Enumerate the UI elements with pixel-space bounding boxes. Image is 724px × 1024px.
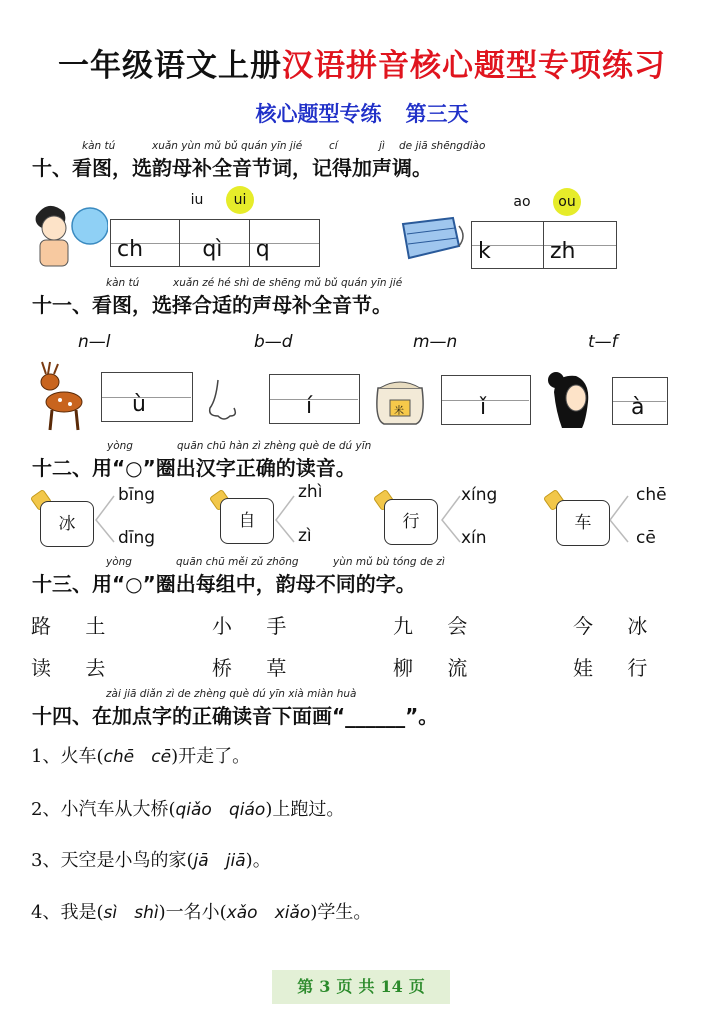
page-number: 3 xyxy=(319,977,331,996)
q13-r1-g4[interactable]: 今 冰 xyxy=(573,614,662,638)
girl-balloon-image xyxy=(28,198,108,270)
cell-text: zh xyxy=(550,239,576,264)
cell-text: à xyxy=(631,395,645,420)
q10-heading: 十、看图，选韵母补全音节词，记得加声调。 xyxy=(32,156,432,180)
q12-option-4-bottom[interactable]: cē xyxy=(636,528,656,548)
q12-option-1-top[interactable]: bīng xyxy=(118,485,156,505)
nose-image xyxy=(204,376,242,426)
cell-text: ch xyxy=(117,237,144,262)
q10-pinyin-2: xuǎn yùn mǔ bǔ quán yīn jié xyxy=(152,140,303,152)
grid-cell[interactable] xyxy=(180,220,249,266)
q11-grid-2[interactable] xyxy=(269,374,360,424)
q12-option-3-bottom[interactable]: xín xyxy=(461,528,487,548)
q10-left-grid xyxy=(110,219,320,267)
q12-option-3-top[interactable]: xíng xyxy=(461,485,498,505)
q11-pinyin-1: kàn tú xyxy=(106,277,140,289)
q13-pinyin-3: yùn mǔ bù tóng de zì xyxy=(333,556,445,568)
q13-r1-g3[interactable]: 九 会 xyxy=(393,614,482,638)
grid-cell[interactable] xyxy=(472,222,544,268)
sentence-text: 1、火车( xyxy=(31,746,104,767)
pinyin-option[interactable]: jā xyxy=(193,851,209,871)
mask-image xyxy=(395,214,465,266)
pinyin-option[interactable]: chē xyxy=(103,747,135,767)
sentence-text: )上跑过。 xyxy=(265,799,345,820)
q11-pair-3: m—n xyxy=(413,332,458,352)
q14-heading: 十四、在加点字的正确读音下面画“______”。 xyxy=(32,704,439,728)
q11-pair-2: b—d xyxy=(254,332,293,352)
grid-cell xyxy=(102,373,191,421)
title-part1: 一年级语文上册 xyxy=(58,48,282,84)
q11-grid-3[interactable] xyxy=(441,375,531,425)
page-footer xyxy=(272,970,450,1004)
sentence-text: 3、天空是小鸟的家( xyxy=(31,850,194,871)
q13-r1-g1[interactable]: 路 土 xyxy=(31,614,120,638)
deer-image xyxy=(28,360,90,432)
girl-hair-image xyxy=(542,368,596,432)
grid-cell[interactable] xyxy=(250,220,319,266)
q10-option-ui[interactable]: ui xyxy=(226,186,254,214)
q10-option-iu[interactable]: iu xyxy=(183,186,211,214)
pinyin-option[interactable]: qiǎo xyxy=(175,800,212,820)
q13-r2-g2[interactable]: 桥 草 xyxy=(212,656,301,680)
subtitle-left: 核心题型专练 xyxy=(255,102,382,126)
q11-grid-4[interactable] xyxy=(612,377,668,425)
grid-cell xyxy=(442,376,529,424)
q14-line-4 xyxy=(31,898,371,924)
q14-line-2 xyxy=(31,795,344,821)
cell-text: ù xyxy=(132,392,146,417)
q10-pinyin-5: de jiā shēngdiào xyxy=(399,140,486,152)
q11-pair-1: n—l xyxy=(78,332,111,352)
q12-char-2: 自 xyxy=(220,498,274,544)
rice-label: 米 xyxy=(394,406,404,417)
q11-heading: 十一、看图，选择合适的声母补全音节。 xyxy=(32,293,392,317)
footer-text: 共 xyxy=(358,977,375,996)
footer-text: 页 xyxy=(336,977,353,996)
q13-pinyin-2: quān chū měi zǔ zhōng xyxy=(176,556,299,568)
pinyin-option[interactable]: sì xyxy=(103,903,118,923)
pinyin-option[interactable]: jiā xyxy=(225,851,246,871)
sentence-text: )学生。 xyxy=(310,902,372,923)
cell-text: í xyxy=(306,394,313,419)
q12-option-1-bottom[interactable]: dīng xyxy=(118,528,156,548)
grid-cell xyxy=(270,375,358,423)
q14-line-3 xyxy=(31,846,271,872)
pinyin-option[interactable]: qiáo xyxy=(229,800,266,820)
q12-option-2-bottom[interactable]: zì xyxy=(298,526,312,546)
cell-text: ǐ xyxy=(480,395,487,420)
sentence-text: )开走了。 xyxy=(171,746,251,767)
q10-pinyin-3: cí xyxy=(329,140,338,152)
q12-heading: 十二、用“○”圈出汉字正确的读音。 xyxy=(32,456,356,480)
q10-pinyin-1: kàn tú xyxy=(82,140,116,152)
q12-char-3: 行 xyxy=(384,499,438,545)
total-pages: 14 xyxy=(380,977,403,996)
q13-r2-g1[interactable]: 读 去 xyxy=(31,656,120,680)
cell-text: q xyxy=(255,237,270,262)
page-title xyxy=(0,40,724,85)
q10-right-grid xyxy=(471,221,617,269)
q13-heading: 十三、用“○”圈出每组中，韵母不同的字。 xyxy=(32,572,416,596)
pinyin-option[interactable]: xǎo xyxy=(226,903,258,923)
pinyin-option[interactable]: xiǎo xyxy=(274,903,311,923)
sentence-text: )一名小( xyxy=(158,902,227,923)
q13-pinyin-1: yòng xyxy=(106,556,132,568)
sentence-text: )。 xyxy=(245,850,271,871)
pinyin-option[interactable]: cē xyxy=(151,747,172,767)
pinyin-option[interactable]: shì xyxy=(134,903,159,923)
q13-r1-g2[interactable]: 小 手 xyxy=(212,614,301,638)
rice-bag-image xyxy=(370,372,430,426)
q10-option-ou[interactable]: ou xyxy=(553,188,581,216)
q11-pair-4: t—f xyxy=(588,332,618,352)
q10-option-ao[interactable]: ao xyxy=(508,188,536,216)
q12-option-4-top[interactable]: chē xyxy=(636,485,667,505)
q12-char-1: 冰 xyxy=(40,501,94,547)
q13-r2-g4[interactable]: 娃 行 xyxy=(573,656,662,680)
title-part2: 汉语拼音核心题型专项练习 xyxy=(282,48,666,84)
q13-r2-g3[interactable]: 柳 流 xyxy=(393,656,482,680)
grid-cell[interactable] xyxy=(544,222,616,268)
footer-text: 第 xyxy=(297,977,314,996)
cell-text: qì xyxy=(202,237,223,262)
grid-cell[interactable] xyxy=(111,220,180,266)
q12-char-4: 车 xyxy=(556,500,610,546)
q11-grid-1[interactable] xyxy=(101,372,193,422)
q10-pinyin-4: jì xyxy=(379,140,385,152)
subtitle-right: 第三天 xyxy=(405,102,469,126)
grid-cell xyxy=(613,378,666,424)
q11-pinyin-2: xuǎn zé hé shì de shēng mǔ bǔ quán yīn jié xyxy=(173,277,403,289)
page-subtitle xyxy=(0,98,724,128)
q14-pinyin: zài jiā diǎn zì de zhèng què dú yīn xià miàn huà xyxy=(106,688,357,700)
q12-option-2-top[interactable]: zhì xyxy=(298,482,323,502)
cell-text: k xyxy=(478,239,491,264)
q12-pinyin-1: yòng xyxy=(107,440,133,452)
sentence-text: 2、小汽车从大桥( xyxy=(31,799,176,820)
q14-line-1 xyxy=(31,742,250,768)
footer-text: 页 xyxy=(408,977,425,996)
sentence-text: 4、我是( xyxy=(31,902,104,923)
q12-pinyin-2: quān chū hàn zì zhèng què de dú yīn xyxy=(177,440,372,452)
